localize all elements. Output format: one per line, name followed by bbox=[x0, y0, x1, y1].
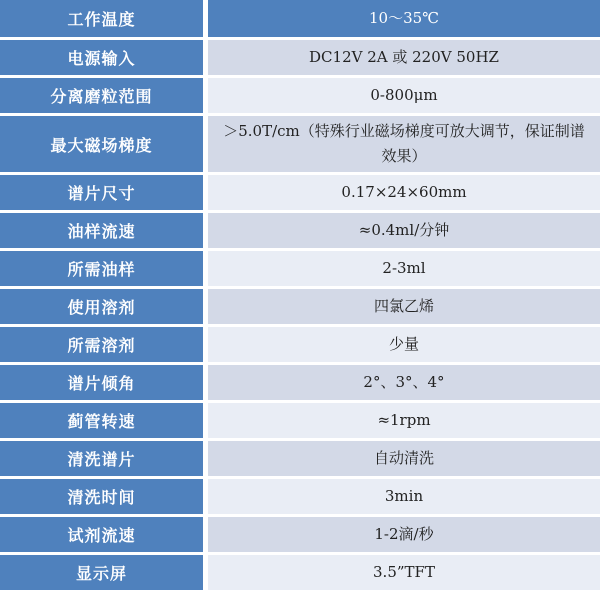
table-row bbox=[0, 479, 600, 514]
table-row bbox=[0, 365, 600, 400]
table-row bbox=[0, 0, 600, 37]
spec-value: 10～35℃ bbox=[208, 0, 600, 37]
spec-value: 自动清洗 bbox=[208, 441, 600, 476]
spec-label: 谱片尺寸 bbox=[0, 175, 203, 210]
spec-value: 3min bbox=[208, 479, 600, 514]
table-row bbox=[0, 213, 600, 248]
spec-value: 2-3ml bbox=[208, 251, 600, 286]
table-row bbox=[0, 40, 600, 75]
spec-value: 少量 bbox=[208, 327, 600, 362]
spec-label: 试剂流速 bbox=[0, 517, 203, 552]
table-row bbox=[0, 327, 600, 362]
spec-value: 四氯乙烯 bbox=[208, 289, 600, 324]
table-row bbox=[0, 441, 600, 476]
spec-label: 油样流速 bbox=[0, 213, 203, 248]
spec-label: 工作温度 bbox=[0, 0, 203, 37]
table-row bbox=[0, 289, 600, 324]
table-row bbox=[0, 175, 600, 210]
spec-label: 清洗时间 bbox=[0, 479, 203, 514]
table-row bbox=[0, 251, 600, 286]
spec-label: 使用溶剂 bbox=[0, 289, 203, 324]
table-row bbox=[0, 116, 600, 172]
spec-value: DC12V 2A 或 220V 50HZ bbox=[208, 40, 600, 75]
spec-value: ≈1rpm bbox=[208, 403, 600, 438]
spec-value: 1-2滴/秒 bbox=[208, 517, 600, 552]
spec-label: 清洗谱片 bbox=[0, 441, 203, 476]
spec-value: 0.17×24×60mm bbox=[208, 175, 600, 210]
spec-value: 0-800μm bbox=[208, 78, 600, 113]
table-row bbox=[0, 555, 600, 590]
spec-label: 所需溶剂 bbox=[0, 327, 203, 362]
table-row bbox=[0, 78, 600, 113]
spec-value: ≈0.4ml/分钟 bbox=[208, 213, 600, 248]
spec-label: 最大磁场梯度 bbox=[0, 116, 203, 172]
spec-label: 蓟管转速 bbox=[0, 403, 203, 438]
spec-label: 所需油样 bbox=[0, 251, 203, 286]
spec-label: 电源输入 bbox=[0, 40, 203, 75]
spec-value: 3.5”TFT bbox=[208, 555, 600, 590]
spec-value: 2°、3°、4° bbox=[208, 365, 600, 400]
spec-label: 谱片倾角 bbox=[0, 365, 203, 400]
spec-value: ＞5.0T/cm（特殊行业磁场梯度可放大调节，保证制谱效果） bbox=[208, 116, 600, 172]
spec-label: 显示屏 bbox=[0, 555, 203, 590]
table-row bbox=[0, 403, 600, 438]
table-row bbox=[0, 517, 600, 552]
spec-label: 分离磨粒范围 bbox=[0, 78, 203, 113]
